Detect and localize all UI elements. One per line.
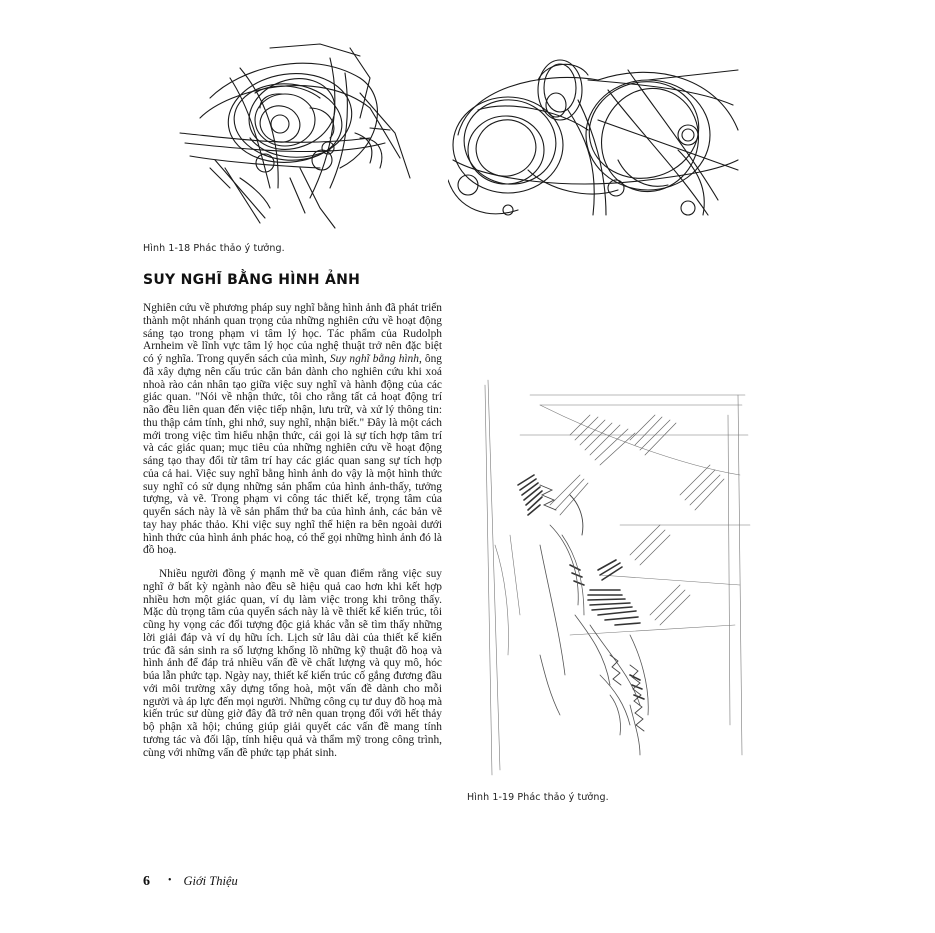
figure-1-19-pencil-sketch <box>480 375 755 780</box>
book-title-italic: Suy nghĩ bằng hình <box>329 353 419 365</box>
figure-1-18-right-sketch <box>448 50 743 225</box>
section-heading: SUY NGHĨ BẰNG HÌNH ẢNH <box>143 272 361 288</box>
paragraph-2: Nhiều người đồng ý mạnh mẽ về quan điểm rằng việc suy nghĩ ở bất kỳ ngành nào đều sẽ hiệu quả cao hơn khi kết hợp nhiều hơn một giác quan, ví dụ làm việc trong khi trông thấy. Mặc dù trọng tâm của quyển sách này là về thiết kế kiến trúc, tôi cũng hy vọng các đối tượng độc giả khác vẫn sẽ tìm thấy những lời giải đáp và ví dụ hữu ích. Lịch sử lâu dài của thiết kế kiến trúc đã sản sinh ra số lượng khổng lồ những kỹ thuật đồ hoạ và hình ảnh để đáp trả nhiều vấn đề về chất lượng và quy mô, hóc búa lẫn phức tạp. Ngày nay, thiết kế kiến trúc cố gắng đương đầu với môi trường xây dựng tổng hoà, một vấn đề dành cho mỗi người và áp lực đến mọi người. Những công cụ tư duy đồ hoạ mà kiến trúc sư dùng giờ đây đã trở nên quan trọng đối với hết thảy bộ phận xã hội; chúng giúp giải quyết các vấn đề mang tính tương tác và đối lập, tính hiệu quả và thẩm mỹ trong công trình, cùng với những vấn đề phức tạp phát sinh. <box>143 568 442 759</box>
figure-1-18-left-sketch <box>170 38 420 234</box>
figure-1-18-caption: Hình 1-18 Phác thảo ý tưởng. <box>143 243 285 254</box>
figure-1-19-caption: Hình 1-19 Phác thảo ý tưởng. <box>467 792 609 803</box>
page-number: 6 <box>143 874 150 889</box>
footer-section-name: Giới Thiệu <box>183 874 238 888</box>
body-text-column <box>143 302 442 759</box>
footer-bullet: • <box>168 875 172 886</box>
paragraph-1: Nghiên cứu về phương pháp suy nghĩ bằng hình ảnh đã phát triển thành một nhánh quan trọng của những nghiên cứu về hoạt động sáng tạo trong phạm vi tâm lý học. Tác phẩm của Rudolph Arnheim về lĩnh vực tâm lý học của nghệ thuật trở nên đặc biệt có ý nghĩa. Trong quyển sách của mình, Suy nghĩ bằng hình, ông đã xây dựng nên cấu trúc căn bản dành cho nghiên cứu khi xoá nhoà rào cản nhân tạo giữa việc suy nghĩ và hành động của các giác quan. "Nói về nhận thức, tôi cho rằng tất cả hoạt động trí não đều liên quan đến việc tiếp nhận, lưu trữ, và xử lý thông tin: thu thập cảm tính, ghi nhớ, suy nghĩ, nhận biết." Đây là một cách mới trong việc tìm hiểu nhận thức, cái gọi là sự tích hợp tâm trí và các giác quan; mục tiêu của những nghiên cứu về hoạt động sáng tạo thay đổi từ tâm trí hay các giác quan sang sự tích hợp của cả hai. Việc suy nghĩ bằng hình ảnh do vậy là một hình thức suy nghĩ có sử dụng những sản phẩm của hình ảnh-thấy, tưởng tượng, và vẽ. Trong phạm vi công tác thiết kế, trọng tâm của quyển sách này là về sản phẩm thứ ba của hình ảnh, các bản vẽ tay hay phác thảo. Khi việc suy nghĩ thể hiện ra bên ngoài dưới hình thức của hình ảnh phác hoạ, có thể gọi những hình ảnh đó là đồ hoạ. <box>143 302 442 557</box>
page-footer <box>143 872 238 890</box>
